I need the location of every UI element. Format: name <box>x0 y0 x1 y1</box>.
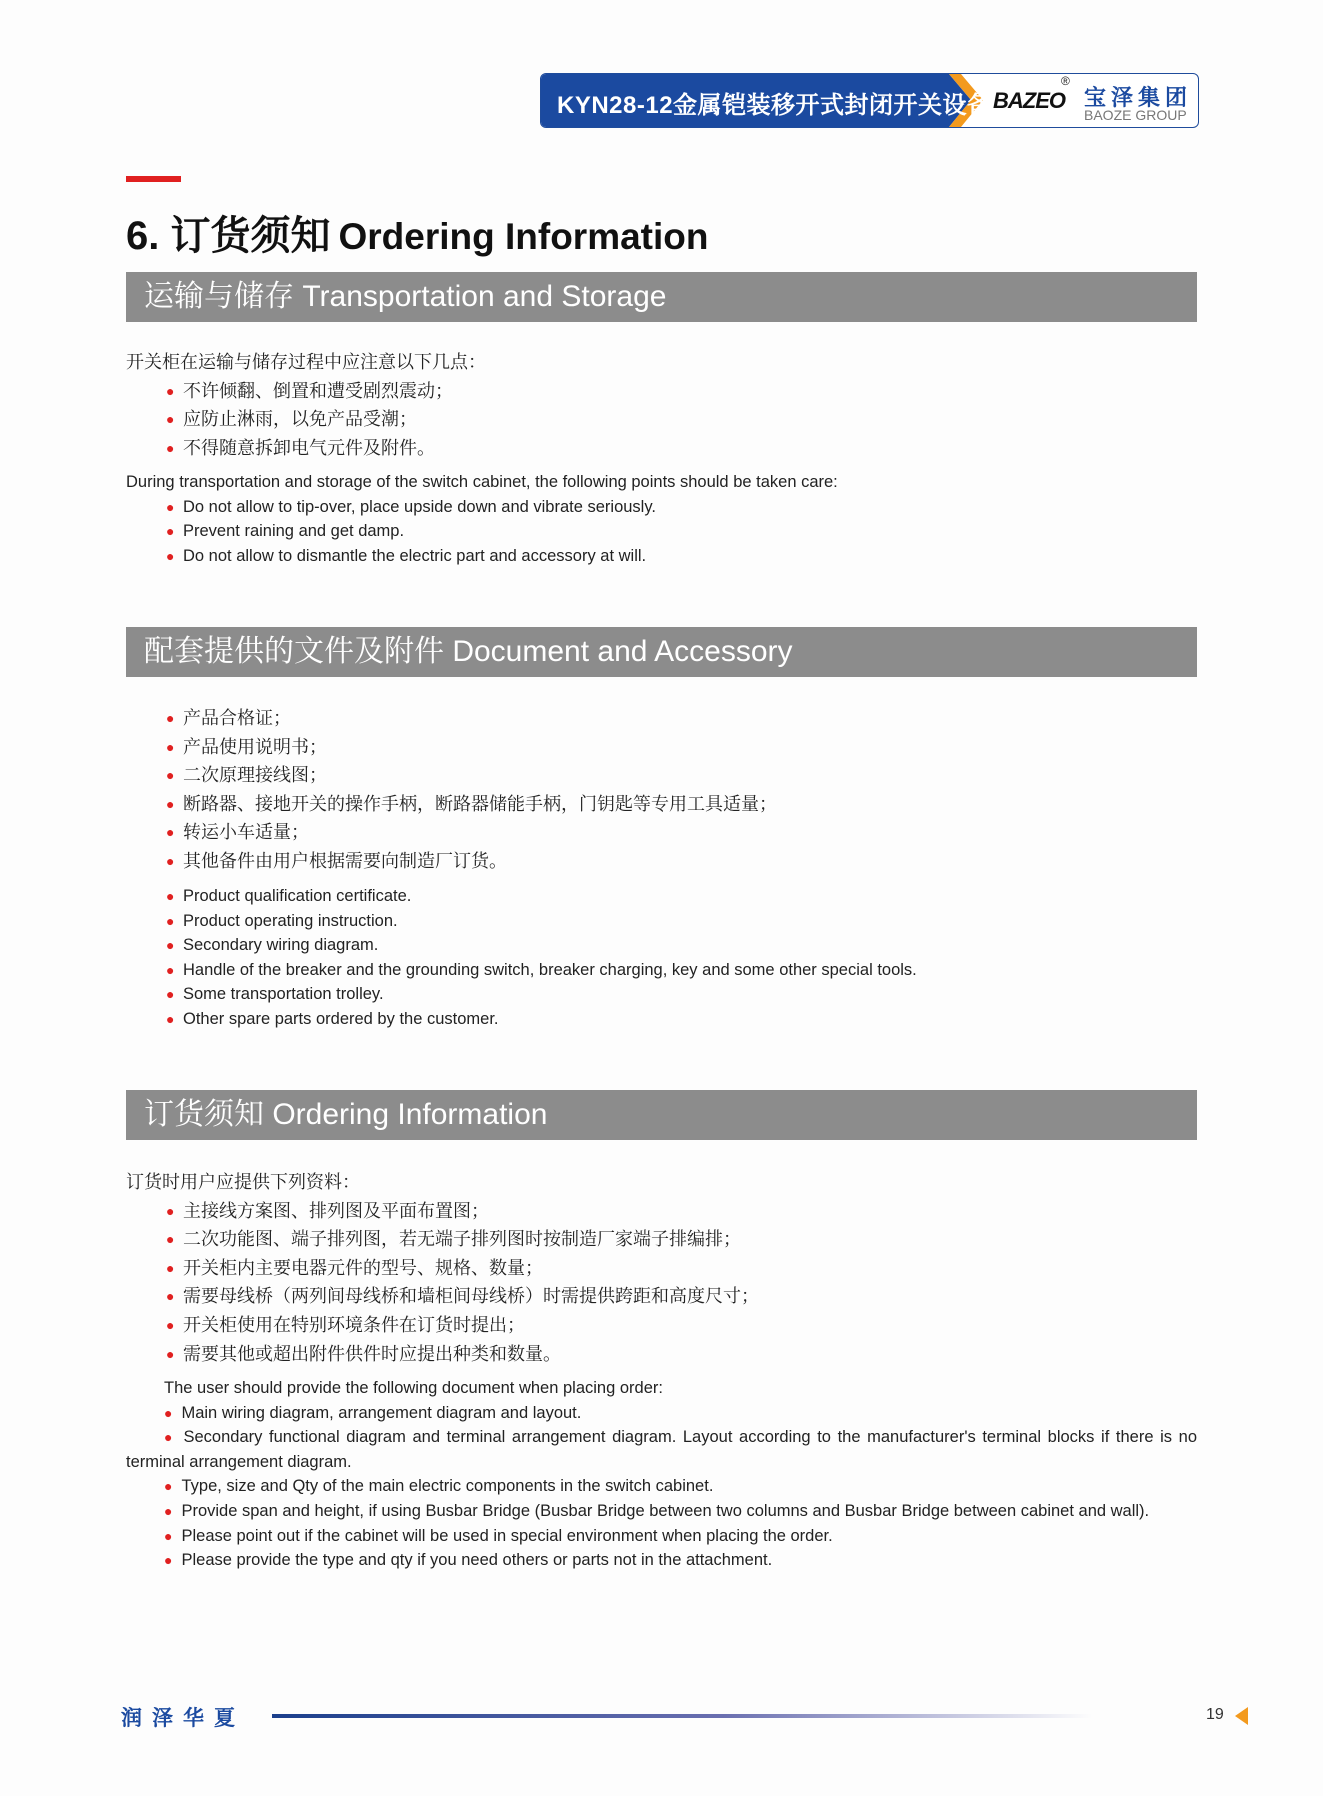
bullet-icon: ● <box>166 961 175 978</box>
bullet-icon: ● <box>166 824 175 841</box>
list-item-text: Provide span and height, if using Busbar Bridge (Busbar Bridge between two columns and Busbar Bridge between cabinet and wall). <box>181 1501 1150 1520</box>
documents-en-list <box>126 884 1197 1032</box>
page-title-cn: 6. 订货须知 <box>126 214 331 258</box>
list-item <box>126 544 1197 569</box>
registered-mark: ® <box>1061 74 1070 88</box>
cn-intro-text: 开关柜在运输与储存过程中应注意以下几点： <box>126 352 486 372</box>
list-item <box>126 1401 1197 1426</box>
footer-brand: 润泽华夏 <box>121 1705 245 1730</box>
header-banner <box>540 73 1199 128</box>
list-item-text: Please provide the type and qty if you need others or parts not in the attachment. <box>181 1551 773 1570</box>
list-item-text: 不许倾翻、倒置和遭受剧烈震动； <box>183 380 453 401</box>
list-item <box>126 790 1197 819</box>
bullet-icon: ● <box>166 1231 175 1248</box>
list-item <box>126 1282 1197 1311</box>
list-item <box>126 1254 1197 1283</box>
list-item-text: 开关柜使用在特别环境条件在订货时提出； <box>183 1314 525 1335</box>
bullet-icon: ● <box>164 1478 173 1495</box>
page-number: 19 <box>1206 1706 1224 1723</box>
en-intro-text: The user should provide the following document when placing order: <box>164 1379 663 1397</box>
page-arrow-icon <box>1235 1707 1248 1725</box>
bullet-icon: ● <box>166 852 175 869</box>
cn-intro-text: 订货时用户应提供下列资料： <box>126 1172 360 1192</box>
list-item-text: 二次原理接线图； <box>183 765 327 786</box>
bullet-icon: ● <box>166 547 175 564</box>
list-item <box>126 909 1197 934</box>
transport-cn-list <box>126 348 1197 462</box>
list-item <box>126 704 1197 733</box>
list-item-text: Other spare parts ordered by the customer. <box>183 1009 499 1028</box>
list-item <box>126 958 1197 983</box>
list-item-text: Please point out if the cabinet will be used in special environment when placing the order. <box>181 1526 833 1545</box>
list-item-text: 不得随意拆卸电气元件及附件。 <box>183 437 435 458</box>
list-item-text: Some transportation trolley. <box>183 985 384 1004</box>
bullet-icon: ● <box>166 767 175 784</box>
title-accent-bar <box>126 176 181 182</box>
bullet-icon: ● <box>166 912 175 929</box>
section-heading-ordering: 订货须知 Ordering Information <box>126 1090 1197 1140</box>
list-item <box>126 1548 1197 1573</box>
list-item <box>126 434 1197 463</box>
list-item-text: 产品使用说明书； <box>183 736 327 757</box>
list-item <box>126 495 1197 520</box>
ordering-en-list <box>126 1376 1197 1573</box>
bullet-icon: ● <box>164 1527 173 1544</box>
list-item <box>126 761 1197 790</box>
bullet-icon: ● <box>166 411 175 428</box>
list-item-text: 需要母线桥（两列间母线桥和墙柜间母线桥）时需提供跨距和高度尺寸； <box>183 1286 759 1307</box>
header-title: KYN28-12金属铠装移开式封闭开关设备 <box>557 92 992 119</box>
bullet-icon: ● <box>164 1429 175 1446</box>
list-item-text: Secondary wiring diagram. <box>183 936 379 955</box>
bullet-icon: ● <box>166 439 175 456</box>
bullet-icon: ● <box>166 986 175 1003</box>
list-item-text: Do not allow to dismantle the electric part and accessory at will. <box>183 546 647 565</box>
brand-name-cn: 宝泽集团 <box>1084 85 1193 110</box>
list-item <box>126 519 1197 544</box>
bullet-icon: ● <box>164 1502 173 1519</box>
bullet-icon: ● <box>166 888 175 904</box>
bullet-icon: ● <box>166 1202 175 1219</box>
list-item-text: Do not allow to tip-over, place upside down and vibrate seriously. <box>183 497 656 516</box>
list-item-text: 主接线方案图、排列图及平面布置图； <box>183 1200 489 1221</box>
list-item <box>126 818 1197 847</box>
baoze-logo-icon: BAZEO <box>993 88 1065 113</box>
list-item <box>126 1524 1197 1549</box>
bullet-icon: ● <box>164 1404 173 1421</box>
bullet-icon: ● <box>166 1316 175 1333</box>
bullet-icon: ● <box>166 498 175 515</box>
bullet-icon: ● <box>164 1552 173 1569</box>
list-item-text: 其他备件由用户根据需要向制造厂订货。 <box>183 850 507 871</box>
en-intro-text: During transportation and storage of the switch cabinet, the following points should be taken care: <box>126 473 838 491</box>
list-item-text: Secondary functional diagram and terminal arrangement diagram. Layout according to the manufacturer's terminal blocks if there is no terminal arrangement diagram. <box>126 1428 1197 1471</box>
bullet-icon: ● <box>166 710 175 726</box>
bullet-icon: ● <box>166 1288 175 1305</box>
list-item <box>126 1007 1197 1032</box>
list-item <box>126 1225 1197 1254</box>
list-item <box>126 1425 1197 1474</box>
bullet-icon: ● <box>166 937 175 954</box>
footer-divider <box>272 1714 1092 1718</box>
list-item <box>126 982 1197 1007</box>
list-item-text: Handle of the breaker and the grounding switch, breaker charging, key and some other special tools. <box>183 960 917 979</box>
list-item <box>126 1474 1197 1499</box>
list-item <box>126 1311 1197 1340</box>
bullet-icon: ● <box>166 1345 175 1362</box>
list-item <box>126 847 1197 876</box>
list-item <box>126 1340 1197 1369</box>
bullet-icon: ● <box>166 795 175 812</box>
list-item-text: 断路器、接地开关的操作手柄，断路器储能手柄，门钥匙等专用工具适量； <box>183 793 777 814</box>
list-item-text: 二次功能图、端子排列图，若无端子排列图时按制造厂家端子排编排； <box>183 1229 741 1250</box>
list-item-text: Prevent raining and get damp. <box>183 522 405 541</box>
list-item <box>126 1197 1197 1226</box>
list-item-text: Product qualification certificate. <box>183 887 412 905</box>
list-item <box>126 1499 1197 1524</box>
list-item <box>126 377 1197 406</box>
bullet-icon: ● <box>166 523 175 540</box>
list-item-text: Product operating instruction. <box>183 911 398 930</box>
bullet-icon: ● <box>166 382 175 399</box>
list-item <box>126 933 1197 958</box>
bullet-icon: ● <box>166 1010 175 1027</box>
brand-name-en: BAOZE GROUP <box>1084 107 1187 123</box>
transport-en-list <box>126 470 1197 568</box>
page-title-en: Ordering Information <box>338 216 709 257</box>
list-item-text: 转运小车适量； <box>183 822 309 843</box>
section-heading-documents: 配套提供的文件及附件 Document and Accessory <box>126 627 1197 677</box>
list-item-text: 应防止淋雨，以免产品受潮； <box>183 409 417 430</box>
bullet-icon: ● <box>166 738 175 755</box>
list-item-text: 开关柜内主要电器元件的型号、规格、数量； <box>183 1257 543 1278</box>
ordering-cn-list <box>126 1168 1197 1368</box>
list-item <box>126 884 1197 909</box>
page-title <box>126 204 708 261</box>
bullet-icon: ● <box>166 1259 175 1276</box>
documents-cn-list <box>126 704 1197 876</box>
list-item <box>126 405 1197 434</box>
list-item-text: 产品合格证； <box>183 708 291 728</box>
list-item-text: 需要其他或超出附件供件时应提出种类和数量。 <box>183 1343 561 1364</box>
list-item <box>126 733 1197 762</box>
list-item-text: Type, size and Qty of the main electric components in the switch cabinet. <box>181 1477 714 1496</box>
section-heading-transport: 运输与储存 Transportation and Storage <box>126 272 1197 322</box>
list-item-text: Main wiring diagram, arrangement diagram and layout. <box>181 1403 582 1422</box>
